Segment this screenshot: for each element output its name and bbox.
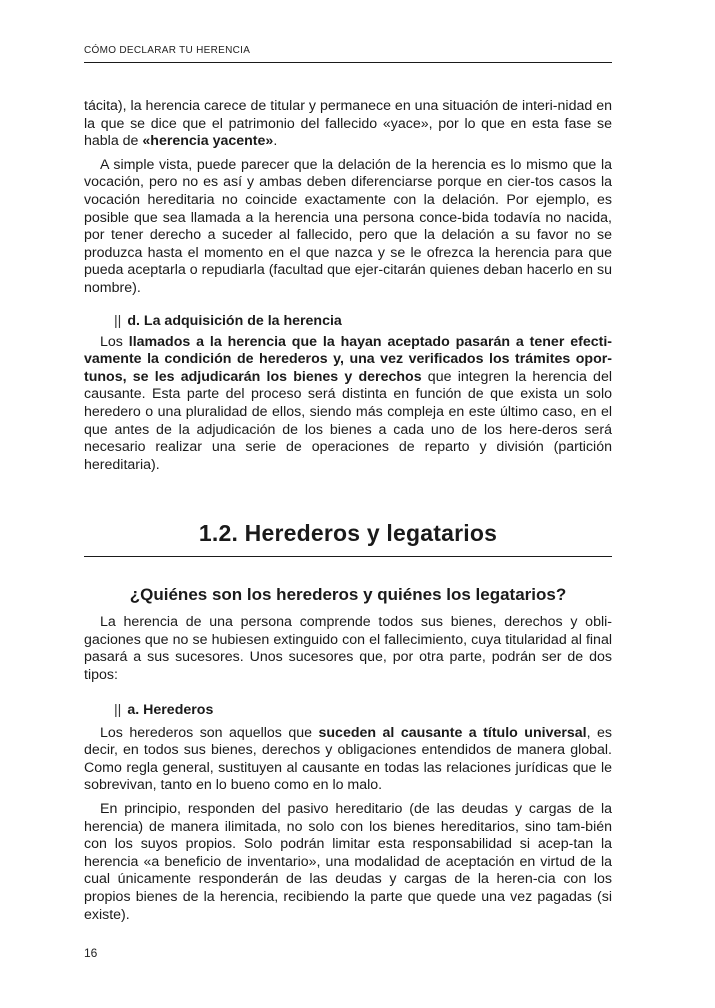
paragraph-6: En principio, responden del pasivo hereditario (de las deudas y cargas de la herencia) de manera ilimitada, no solo con los bienes hereditarios, sino tam-bién con los suyos propios. Solo podrán limitar esta responsabilidad si acep-tan la herencia «a beneficio de inventario», una modalidad de aceptación en virtud de la cual únicamente responderán de las deudas y cargas de la heren-cia con los propios bienes de la herencia, recibiendo la parte que quede una vez pagadas (si existe). (84, 801, 612, 923)
paragraph-4: La herencia de una persona comprende todos sus bienes, derechos y obli-gaciones que no se hubiesen extinguido con el fallecimiento, cuya titularidad al final pasará a sus sucesores. Unos sucesores que, por otra parte, podrán ser de dos tipos: (84, 614, 612, 684)
paragraph-5-text: Los herederos son aquellos que (100, 724, 319, 741)
paragraph-1 (84, 98, 612, 151)
paragraph-5-emphasis: suceden al causante a título universal (318, 724, 587, 741)
question-heading: ¿Quiénes son los herederos y quiénes los legatarios? (129, 585, 567, 605)
chapter-title: 1.2. Herederos y legatarios (198, 520, 498, 547)
paragraph-5 (84, 725, 612, 795)
paragraph-3-end: que integren la herencia del causante. Esta parte del proceso será distinta en función de que exista un solo heredero o una pluralidad de ellos, siendo más compleja en este último caso, en el que antes de la adjudicación de los bienes a cada uno de los here-deros será necesario realizar una serie de operaciones de reparto y división (partición hereditaria). (84, 368, 612, 473)
body-text (84, 98, 612, 924)
paragraph-3-text: Los (100, 333, 129, 350)
section-heading-d-title: d. La adquisición de la herencia (127, 312, 342, 329)
paragraph-3 (84, 334, 612, 475)
running-header: CÓMO DECLARAR TU HERENCIA (84, 45, 251, 56)
section-heading-a-title: a. Herederos (127, 701, 214, 718)
header-rule (84, 62, 612, 63)
paragraph-3-emphasis: llamados a la herencia que la hayan aceptado pasarán a tener efecti-vamente la condición de herederos y, una vez verificados los trámites opor-tunos, se les adjudicarán los bienes y derechos (84, 333, 612, 385)
paragraph-2: A simple vista, puede parecer que la delación de la herencia es lo mismo que la vocación, pero no es así y ambas deben diferenciarse porque en cier-tos casos la vocación hereditaria no coincide exactamente con la delación. Por ejemplo, es posible que sea llamada a la herencia una persona conce-bida todavía no nacida, por tener derecho a suceder al fallecido, pero que la delación a su favor no se produzca hasta el momento en el que nazca y se le ofrezca la herencia para que pueda aceptarla o repudiarla (facultad que ejer-citarán quienes deban hacerlo en su nombre). (84, 156, 612, 296)
section-heading-a (84, 701, 612, 719)
section-marker: || (114, 312, 122, 329)
page-number: 16 (84, 946, 98, 960)
section-heading-d (84, 312, 612, 330)
paragraph-1-end: . (273, 133, 278, 150)
section-marker: || (114, 701, 122, 718)
paragraph-1-text: tácita), la herencia carece de titular y permanece en una situación de interi-nidad en la que se dice que el patrimonio del fallecido «yace», por lo que en esta fase se habla de (84, 98, 612, 150)
paragraph-5-end: , es decir, en todos sus bienes, derechos y obligaciones entendidos de manera global. Como regla general, sustituyen al causante en todas las relaciones jurídicas que le sobrevivan, tanto en lo bueno como en lo malo. (84, 724, 612, 794)
paragraph-1-emphasis: «herencia yacente» (142, 133, 274, 150)
